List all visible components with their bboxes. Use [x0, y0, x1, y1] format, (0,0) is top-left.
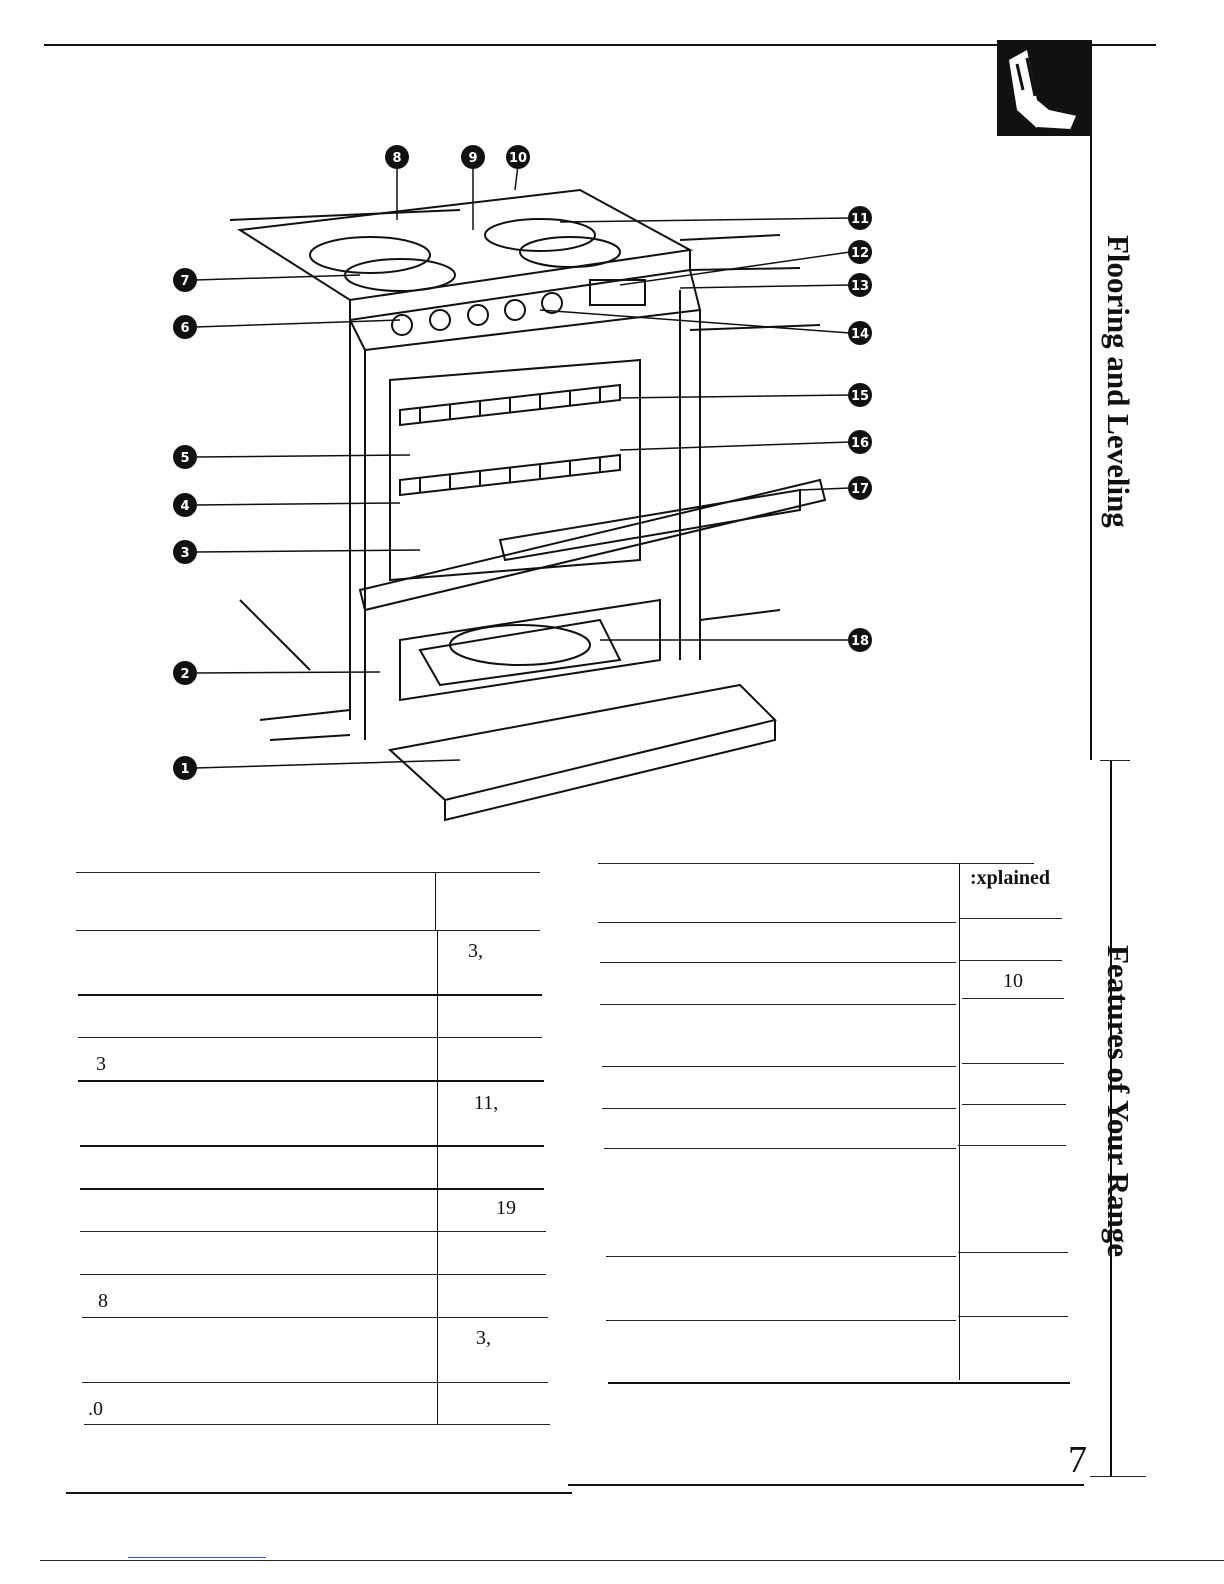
svg-text:17: 17 [850, 482, 870, 497]
top-rule [44, 44, 1156, 46]
left-table-cell: 8 [98, 1290, 108, 1312]
svg-text:8: 8 [392, 151, 402, 166]
bottom-rule-left [66, 1492, 572, 1494]
callout-18 [848, 628, 872, 652]
side-tab-features: Features of Your Range [1101, 945, 1136, 1257]
callout-11 [848, 206, 872, 230]
side-tick [1100, 760, 1130, 761]
callout-markers [173, 145, 872, 780]
left-table-cell: 3, [468, 940, 483, 962]
svg-text:13: 13 [850, 279, 870, 294]
callout-12 [848, 240, 872, 264]
footer-rule [40, 1560, 1224, 1561]
right-table-header: :xplained [970, 867, 1051, 889]
svg-text:18: 18 [850, 634, 870, 649]
right-table-cell: 10 [1003, 970, 1023, 992]
callout-3 [173, 540, 197, 564]
svg-text:3: 3 [180, 546, 190, 561]
callout-7 [173, 268, 197, 292]
callout-15 [848, 383, 872, 407]
svg-text:10: 10 [508, 151, 528, 166]
svg-text:4: 4 [180, 499, 190, 514]
hand-pointing-icon [997, 40, 1091, 136]
left-table-cell: 3, [476, 1327, 491, 1349]
svg-text:14: 14 [850, 327, 870, 342]
callout-1 [173, 756, 197, 780]
callout-4 [173, 493, 197, 517]
callout-16 [848, 430, 872, 454]
left-table-cell: 19 [496, 1197, 516, 1219]
callout-14 [848, 321, 872, 345]
callout-5 [173, 445, 197, 469]
svg-text:2: 2 [180, 667, 190, 682]
callout-9 [461, 145, 485, 169]
range-illustration [160, 140, 900, 840]
left-table-cell: 3 [96, 1053, 106, 1075]
callout-2 [173, 661, 197, 685]
svg-text:16: 16 [850, 436, 870, 451]
svg-text:7: 7 [180, 274, 190, 289]
svg-text:11: 11 [850, 212, 870, 227]
left-table-cell: 11, [474, 1092, 499, 1114]
svg-text:6: 6 [180, 321, 190, 336]
side-bottom-tick [1090, 1476, 1146, 1477]
svg-text:1: 1 [180, 762, 190, 777]
svg-text:15: 15 [850, 389, 870, 404]
svg-text:5: 5 [180, 451, 190, 466]
side-tab-flooring: Flooring and Leveling [1101, 235, 1136, 528]
bottom-rule-right [568, 1484, 1084, 1486]
callout-17 [848, 476, 872, 500]
svg-text:12: 12 [850, 246, 870, 261]
footer-blue-rule [128, 1557, 266, 1558]
callout-6 [173, 315, 197, 339]
tab-black-block [997, 40, 1091, 136]
callout-8 [385, 145, 409, 169]
side-rule-upper [1090, 40, 1092, 760]
page-number: 7 [1068, 1439, 1087, 1481]
svg-text:9: 9 [468, 151, 478, 166]
callout-10 [506, 145, 530, 169]
left-table-cell: .0 [88, 1398, 103, 1420]
callout-13 [848, 273, 872, 297]
